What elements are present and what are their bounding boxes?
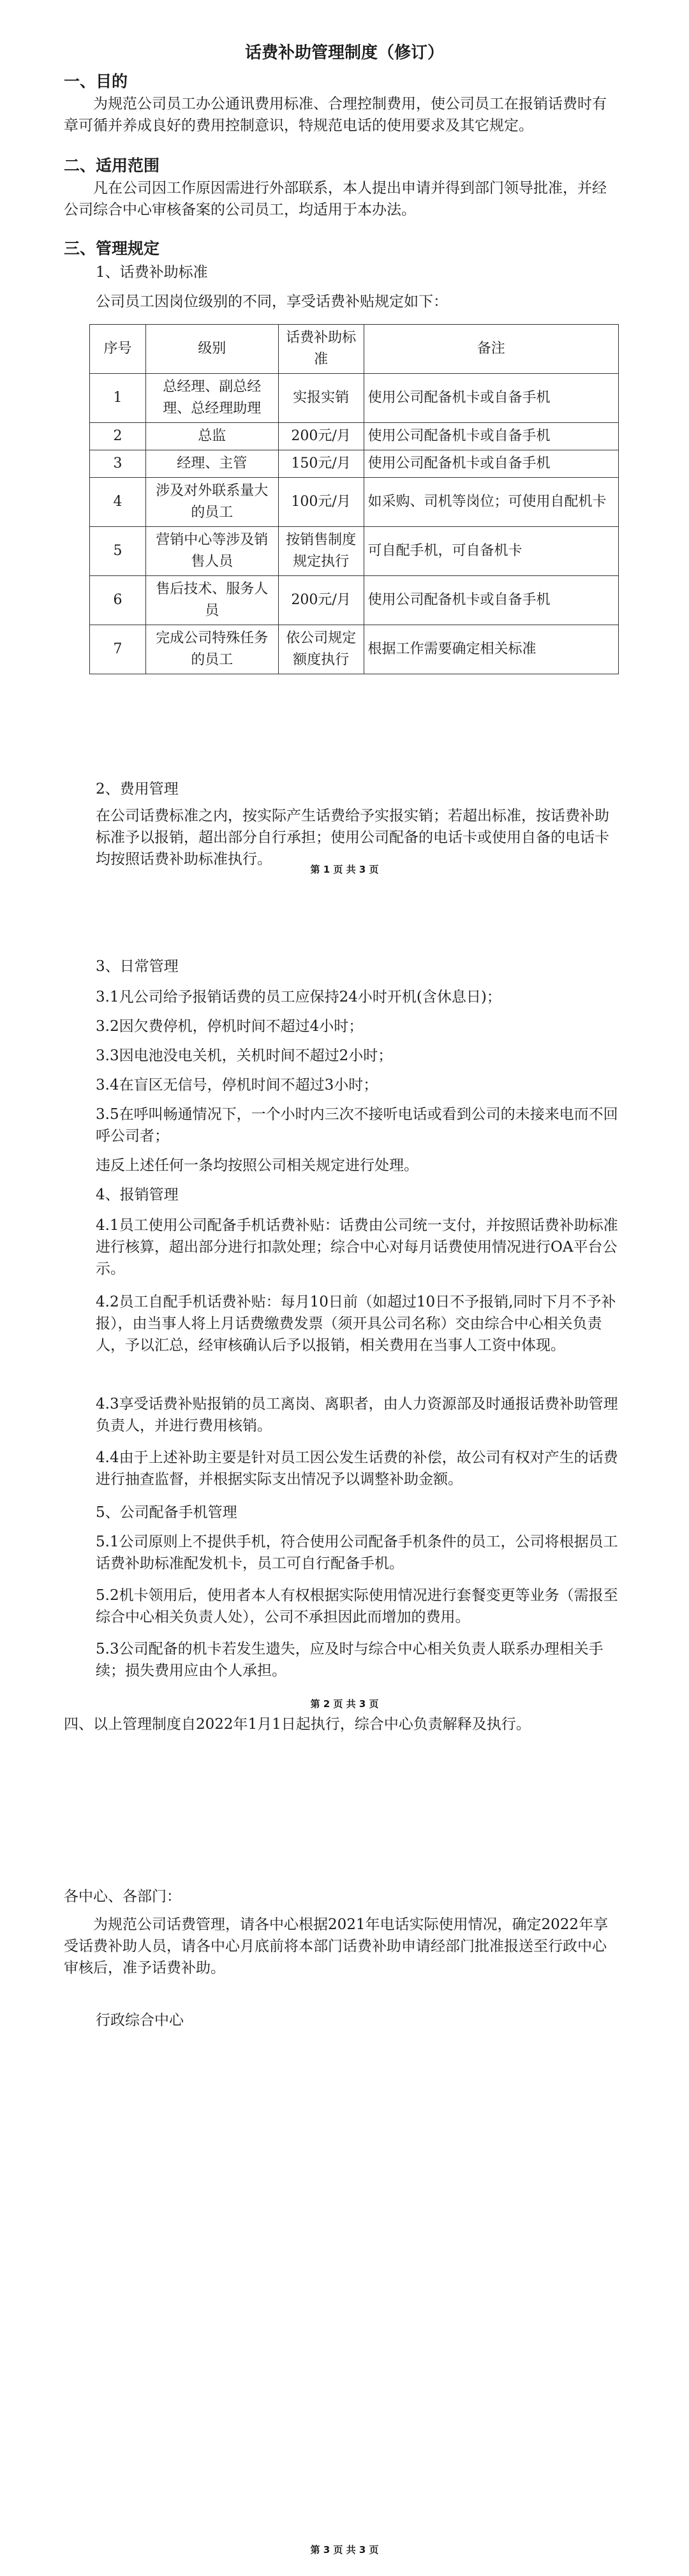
fee-management-paragraph: 在公司话费标准之内，按实际产生话费给予实报实销；若超出标准，按话费补助标准予以报销，超出部分自行承担；使用公司配备的电话卡或使用自备的电话卡均按照话费补助标准执行。 — [96, 808, 609, 868]
cell-note: 使用公司配备机卡或自备手机 — [364, 576, 618, 625]
cell-standard: 100元/月 — [278, 478, 364, 527]
cell-level: 总监 — [145, 423, 278, 450]
table-row — [90, 374, 619, 423]
section-effective-date: 四、以上管理制度自2022年1月1日起执行，综合中心负责解释及执行。 — [64, 1716, 531, 1733]
page-number-2: 第 2 页 共 3 页 — [310, 1698, 379, 1710]
table-row — [90, 478, 619, 527]
cell-index: 4 — [90, 478, 146, 527]
list-item: 3.5在呼叫畅通情况下，一个小时内三次不接听电话或看到公司的未接来电而不回呼公司者； — [96, 1106, 618, 1144]
notice-body: 为规范公司话费管理，请各中心根据2021年电话实际使用情况，确定2022年享受话费补助人员，请各中心月底前将本部门话费补助申请经部门批准报送至行政中心审核后，准予话费补助。 — [64, 1916, 609, 1976]
cell-level: 售后技术、服务人员 — [145, 576, 278, 625]
header-note: 备注 — [364, 325, 618, 374]
list-item: 5.3公司配备的机卡若发生遗失，应及时与综合中心相关负责人联系办理相关手续；损失费用应由个人承担。 — [96, 1641, 604, 1679]
table-row — [90, 625, 619, 674]
cell-level: 营销中心等涉及销售人员 — [145, 527, 278, 576]
cell-standard: 200元/月 — [278, 423, 364, 450]
list-item: 4.4由于上述补助主要是针对员工因公发生话费的补偿，故公司有权对产生的话费进行抽查监督，并根据实际支出情况予以调整补助金额。 — [96, 1449, 618, 1488]
list-item: 3.1凡公司给予报销话费的员工应保持24小时开机(含休息日)； — [96, 989, 501, 1005]
cell-note: 使用公司配备机卡或自备手机 — [364, 450, 618, 478]
cell-level: 完成公司特殊任务的员工 — [145, 625, 278, 674]
list-item: 3.3因电池没电关机，关机时间不超过2小时； — [96, 1047, 393, 1064]
list-item: 3.4在盲区无信号，停机时间不超过3小时； — [96, 1077, 378, 1093]
subheading-fee-management: 2、费用管理 — [96, 781, 179, 797]
cell-note: 可自配手机，可自备机卡 — [364, 527, 618, 576]
cell-level: 总经理、副总经理、总经理助理 — [145, 374, 278, 423]
cell-index: 7 — [90, 625, 146, 674]
cell-note: 使用公司配备机卡或自备手机 — [364, 374, 618, 423]
cell-standard: 实报实销 — [278, 374, 364, 423]
list-item: 4.2员工自配手机话费补贴：每月10日前（如超过10日不予报销,同时下月不予补报），由当事人将上月话费缴费发票（须开具公司名称）交由综合中心相关负责人，予以汇总，经审核确认后予以报销，相关费用在当事人工资中体现。 — [96, 1294, 616, 1354]
table-row — [90, 527, 619, 576]
section-heading-purpose: 一、目的 — [64, 72, 128, 91]
page-number-3: 第 3 页 共 3 页 — [310, 2544, 379, 2556]
table-row — [90, 423, 619, 450]
cell-standard: 200元/月 — [278, 576, 364, 625]
cell-index: 3 — [90, 450, 146, 478]
cell-level: 经理、主管 — [145, 450, 278, 478]
list-item: 3.2因欠费停机，停机时间不超过4小时； — [96, 1018, 364, 1035]
cell-level: 涉及对外联系量大的员工 — [145, 478, 278, 527]
list-item: 5.2机卡领用后，使用者本人有权根据实际使用情况进行套餐变更等业务（需报至综合中心相关负责人处），公司不承担因此而增加的费用。 — [96, 1587, 618, 1625]
header-level: 级别 — [145, 325, 278, 374]
subsidy-standard-table — [89, 324, 619, 674]
cell-note: 根据工作需要确定相关标准 — [364, 625, 618, 674]
daily-violation-note: 违反上述任何一条均按照公司相关规定进行处理。 — [96, 1157, 419, 1174]
notice-salutation: 各中心、各部门： — [64, 1888, 181, 1905]
notice-signature: 行政综合中心 — [96, 2012, 184, 2029]
subheading-phone-management: 5、公司配备手机管理 — [96, 1504, 237, 1521]
list-item: 4.1员工使用公司配备手机话费补贴：话费由公司统一支付，并按照话费补助标准进行核算，超出部分进行扣款处理；综合中心对每月话费使用情况进行OA平台公示。 — [96, 1217, 618, 1277]
cell-standard: 按销售制度规定执行 — [278, 527, 364, 576]
list-item: 4.3享受话费补贴报销的员工离岗、离职者，由人力资源部及时通报话费补助管理负责人，并进行费用核销。 — [96, 1396, 618, 1434]
cell-note: 使用公司配备机卡或自备手机 — [364, 423, 618, 450]
cell-index: 2 — [90, 423, 146, 450]
subheading-daily-management: 3、日常管理 — [96, 958, 179, 975]
scope-paragraph: 凡在公司因工作原因需进行外部联系，本人提出申请并得到部门领导批准，并经公司综合中心审核备案的公司员工，均适用于本办法。 — [64, 180, 607, 218]
header-index: 序号 — [90, 325, 146, 374]
cell-index: 6 — [90, 576, 146, 625]
cell-standard: 依公司规定额度执行 — [278, 625, 364, 674]
cell-index: 1 — [90, 374, 146, 423]
subheading-subsidy-standard: 1、话费补助标准 — [96, 264, 208, 281]
table-row — [90, 576, 619, 625]
list-item: 5.1公司原则上不提供手机，符合使用公司配备手机条件的员工，公司将根据员工话费补助标准配发机卡，员工可自行配备手机。 — [96, 1534, 618, 1572]
section-heading-rules: 三、管理规定 — [64, 239, 160, 258]
cell-note: 如采购、司机等岗位；可使用自配机卡 — [364, 478, 618, 527]
table-header-row — [90, 325, 619, 374]
purpose-paragraph: 为规范公司员工办公通讯费用标准、合理控制费用，使公司员工在报销话费时有章可循并养成良好的费用控制意识，特规范电话的使用要求及其它规定。 — [64, 96, 607, 134]
header-standard: 话费补助标准 — [278, 325, 364, 374]
subsidy-intro: 公司员工因岗位级别的不同，享受话费补贴规定如下： — [96, 293, 448, 310]
cell-standard: 150元/月 — [278, 450, 364, 478]
page-number-1: 第 1 页 共 3 页 — [310, 864, 379, 875]
cell-index: 5 — [90, 527, 146, 576]
document-title: 话费补助管理制度（修订） — [244, 43, 444, 63]
table-row — [90, 450, 619, 478]
subheading-reimbursement: 4、报销管理 — [96, 1187, 179, 1203]
section-heading-scope: 二、适用范围 — [64, 156, 160, 175]
